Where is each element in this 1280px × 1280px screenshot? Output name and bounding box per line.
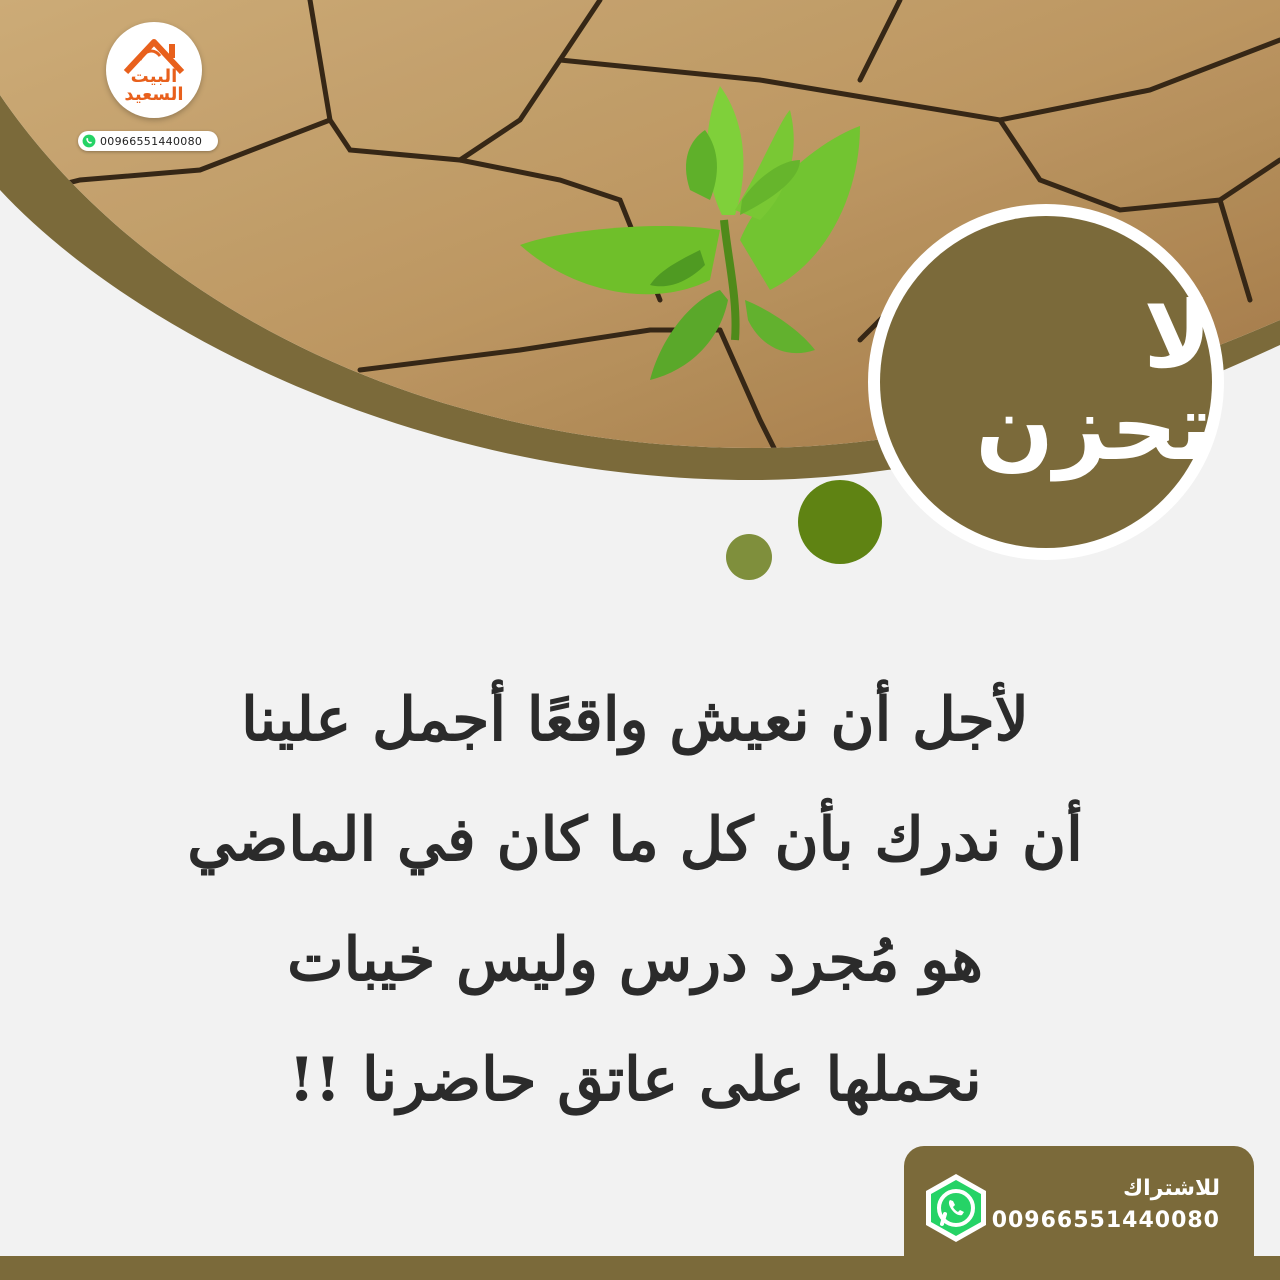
quote-line: نحملها على عاتق حاضرنا !! — [288, 1045, 982, 1115]
quote-text — [110, 660, 1160, 1140]
subscribe-label: للاشتراك — [1123, 1176, 1220, 1201]
subscribe-box[interactable] — [904, 1146, 1254, 1266]
logo-phone-number: 00966551440080 — [100, 134, 203, 148]
quote-line: هو مُجرد درس وليس خيبات — [287, 925, 983, 995]
decorative-dot-small — [726, 534, 772, 580]
whatsapp-icon[interactable] — [920, 1172, 992, 1244]
quote-line: لأجل أن نعيش واقعًا أجمل علينا — [241, 685, 1029, 755]
page-title: لا تحزن — [975, 282, 1212, 481]
subscribe-phone[interactable]: 00966551440080 — [991, 1208, 1220, 1233]
quote-line: أن ندرك بأن كل ما كان في الماضي — [187, 805, 1083, 875]
logo-name: البيت السعيد — [124, 66, 184, 105]
title-badge — [868, 204, 1224, 560]
brand-logo — [106, 22, 202, 118]
logo-phone-pill — [78, 131, 218, 151]
decorative-dot-large — [798, 480, 882, 564]
bottom-bar — [0, 1256, 1280, 1280]
whatsapp-icon — [82, 134, 96, 148]
